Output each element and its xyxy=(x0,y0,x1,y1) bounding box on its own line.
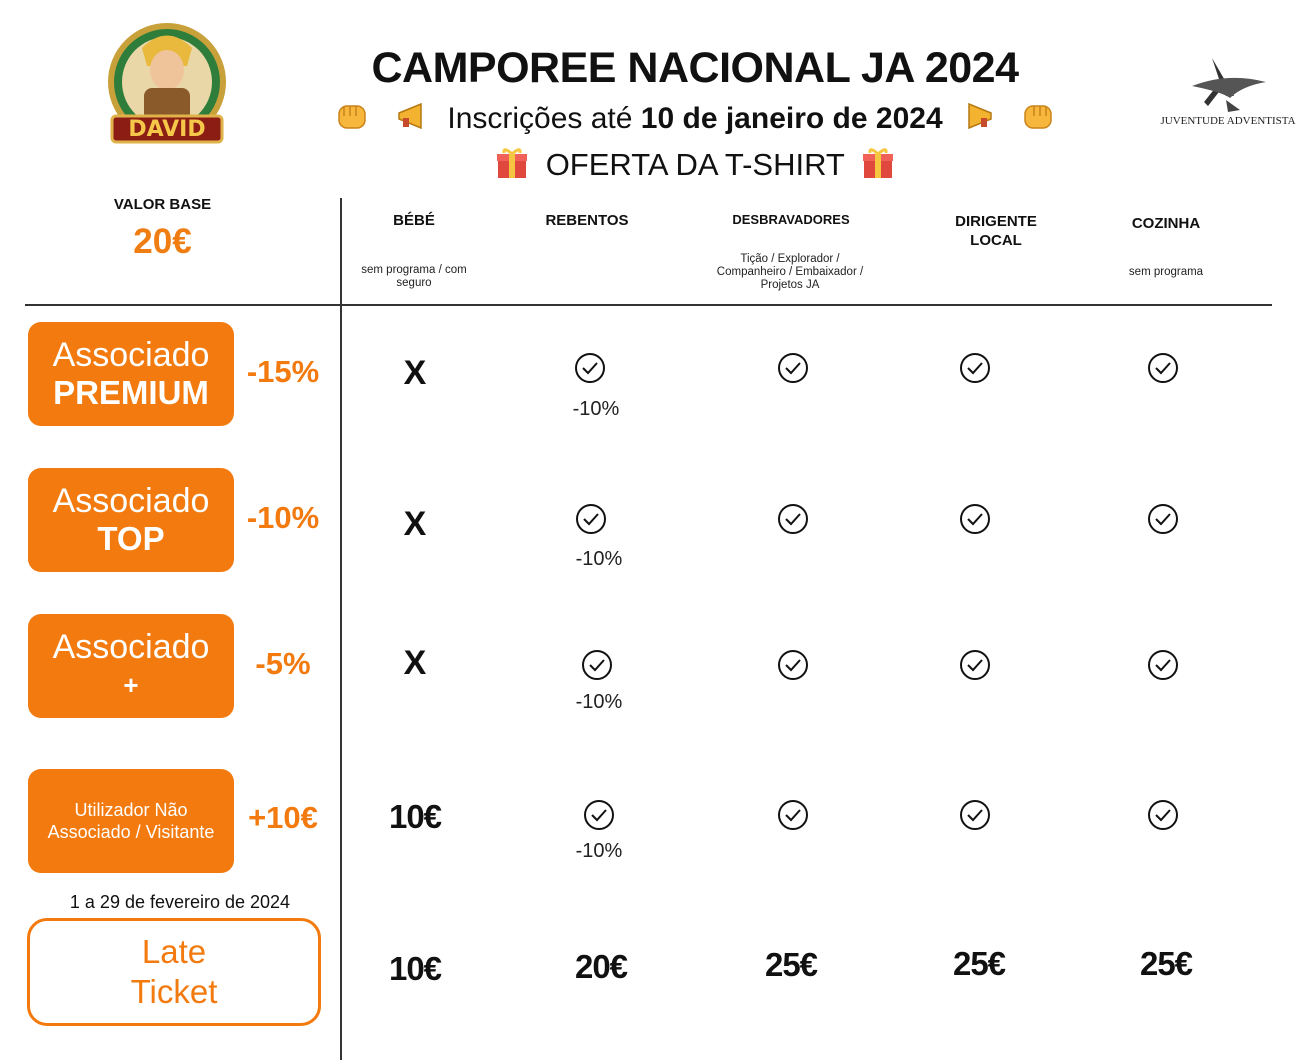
bebe-plus-unavailable: X xyxy=(403,644,427,682)
check-circle-icon xyxy=(583,799,615,831)
check-circle-icon xyxy=(777,799,809,831)
fist-emoji-icon xyxy=(1019,100,1055,140)
check-circle-icon xyxy=(959,799,991,831)
check-circle-icon xyxy=(777,503,809,535)
column-header-rebentos: REBENTOS xyxy=(545,212,629,229)
juventude-adventista-logo xyxy=(1160,52,1296,140)
category-label: Associado xyxy=(52,628,210,666)
discount-plus: -5% xyxy=(255,646,311,681)
check-circle-icon xyxy=(959,649,991,681)
check-circle-icon xyxy=(959,352,991,384)
base-value: 20€ xyxy=(133,222,192,261)
late-price-dirigente-local: 25€ xyxy=(952,945,1006,982)
late-price-rebentos: 20€ xyxy=(574,948,628,985)
david-logo-text: DAVID xyxy=(128,117,206,142)
category-tier: PREMIUM xyxy=(53,374,209,411)
late-price-cozinha: 25€ xyxy=(1139,945,1193,982)
david-logo xyxy=(92,18,242,158)
discount-premium: -15% xyxy=(246,354,320,389)
bebe-top-unavailable: X xyxy=(403,505,427,543)
late-ticket-label: Late xyxy=(141,933,207,970)
rebentos-non-member-note: -10% xyxy=(575,840,623,862)
category-non-member xyxy=(28,769,234,873)
check-circle-icon xyxy=(1147,503,1179,535)
gift-emoji-icon xyxy=(495,146,529,188)
check-circle-icon xyxy=(581,649,613,681)
column-header-bebe: BÉBÉ xyxy=(393,212,435,229)
gift-emoji-icon xyxy=(861,146,895,188)
column-header-desbravadores: DESBRAVADORES xyxy=(732,212,850,227)
late-ticket-label-2: Ticket xyxy=(130,973,218,1010)
category-plus xyxy=(28,614,234,718)
category-top xyxy=(28,468,234,572)
column-note-cozinha: sem programa xyxy=(1128,266,1204,278)
column-divider xyxy=(340,198,342,1060)
column-note-desbravadores: Tição / Explorador / Companheiro / Embaixador / Projetos JA xyxy=(716,253,864,291)
category-tier: TOP xyxy=(97,520,165,557)
check-circle-icon xyxy=(1147,649,1179,681)
deadline-prefix: Inscrições até xyxy=(447,101,633,135)
late-ticket-box xyxy=(27,918,321,1026)
column-header-cozinha: COZINHA xyxy=(1131,215,1201,232)
base-value-label: VALOR BASE xyxy=(113,196,212,213)
bebe-non-member-price: 10€ xyxy=(388,798,442,835)
category-premium xyxy=(28,322,234,426)
check-circle-icon xyxy=(575,503,607,535)
megaphone-emoji-icon xyxy=(395,100,431,140)
late-ticket-dates: 1 a 29 de fevereiro de 2024 xyxy=(69,892,291,912)
bebe-premium-unavailable: X xyxy=(403,354,427,392)
surcharge-non-member: +10€ xyxy=(248,800,318,835)
offer-line xyxy=(300,146,1090,188)
deadline-line xyxy=(300,100,1090,140)
check-circle-icon xyxy=(1147,799,1179,831)
check-circle-icon xyxy=(777,649,809,681)
rebentos-top-note: -10% xyxy=(575,548,623,570)
megaphone-emoji-icon xyxy=(959,100,995,140)
rebentos-plus-note: -10% xyxy=(575,691,623,713)
late-price-bebe: 10€ xyxy=(388,950,442,987)
category-tier: Associado / Visitante xyxy=(47,822,215,842)
deadline-date: 10 de janeiro de 2024 xyxy=(640,101,943,135)
category-tier: + xyxy=(123,670,139,700)
offer-text: OFERTA DA T-SHIRT xyxy=(545,147,845,183)
page-title: CAMPOREE NACIONAL JA 2024 xyxy=(371,44,1019,92)
check-circle-icon xyxy=(959,503,991,535)
header-divider xyxy=(25,304,1272,306)
column-note-bebe: sem programa / com seguro xyxy=(361,264,467,289)
category-label: Utilizador Não xyxy=(74,800,188,820)
discount-top: -10% xyxy=(246,500,320,535)
fist-emoji-icon xyxy=(335,100,371,140)
late-price-desbravadores: 25€ xyxy=(764,946,818,983)
category-label: Associado xyxy=(52,482,210,520)
ja-logo-text: JUVENTUDE ADVENTISTA xyxy=(1160,115,1296,127)
category-label: Associado xyxy=(52,336,210,374)
check-circle-icon xyxy=(574,352,606,384)
column-header-dirigente-local: DIRIGENTE LOCAL xyxy=(955,213,1037,249)
check-circle-icon xyxy=(777,352,809,384)
check-circle-icon xyxy=(1147,352,1179,384)
rebentos-premium-note: -10% xyxy=(572,398,620,420)
